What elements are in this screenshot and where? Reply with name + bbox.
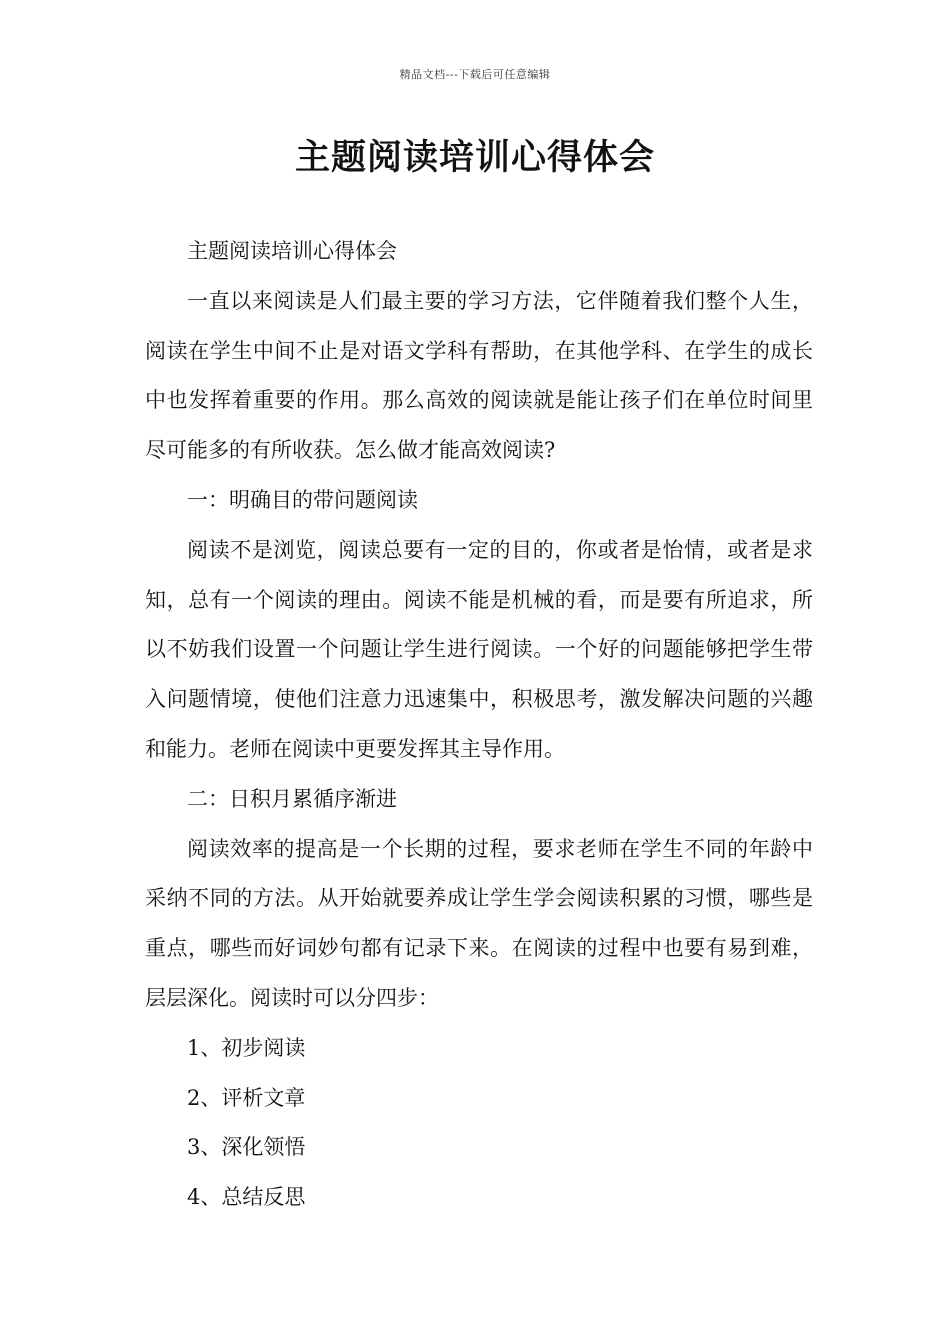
section-1-paragraph: 阅读不是浏览，阅读总要有一定的目的，你或者是怡情，或者是求知，总有一个阅读的理由。阅读不能是机械的看，而是要有所追求，所以不妨我们设置一个问题让学生进行阅读。一个好的问题能够把学生带入问题情境，使他们注意力迅速集中，积极思考，激发解决问题的兴趣和能力。老师在阅读中更要发挥其主导作用。: [145, 537, 813, 761]
section-2-paragraph: 阅读效率的提高是一个长期的过程，要求老师在学生不同的年龄中采纳不同的方法。从开始就要养成让学生学会阅读积累的习惯，哪些是重点，哪些而好词妙句都有记录下来。在阅读的过程中也要有易到难，层层深化。阅读时可以分四步：: [145, 836, 813, 1010]
subtitle-paragraph: 主题阅读培训心得体会: [187, 239, 397, 263]
document-title: 主题阅读培训心得体会: [294, 137, 655, 178]
list-item: 2、评析文章: [187, 1085, 306, 1110]
header-note: 精品文档---下载后可任意编辑: [399, 68, 551, 81]
section-heading-1: 一：明确目的带问题阅读: [187, 487, 418, 512]
intro-paragraph: 一直以来阅读是人们最主要的学习方法，它伴随着我们整个人生，阅读在学生中间不止是对语文学科有帮助，在其他学科、在学生的成长中也发挥着重要的作用。那么高效的阅读就是能让孩子们在单位时间里尽可能多的有所收获。怎么做才能高效阅读?: [145, 288, 813, 463]
section-heading-2: 二：日积月累循序渐进: [187, 786, 397, 811]
list-item: 1、初步阅读: [187, 1035, 306, 1060]
document-body: [145, 227, 813, 1223]
list-item: 4、总结反思: [187, 1185, 306, 1210]
list-item: 3、深化领悟: [187, 1135, 306, 1160]
